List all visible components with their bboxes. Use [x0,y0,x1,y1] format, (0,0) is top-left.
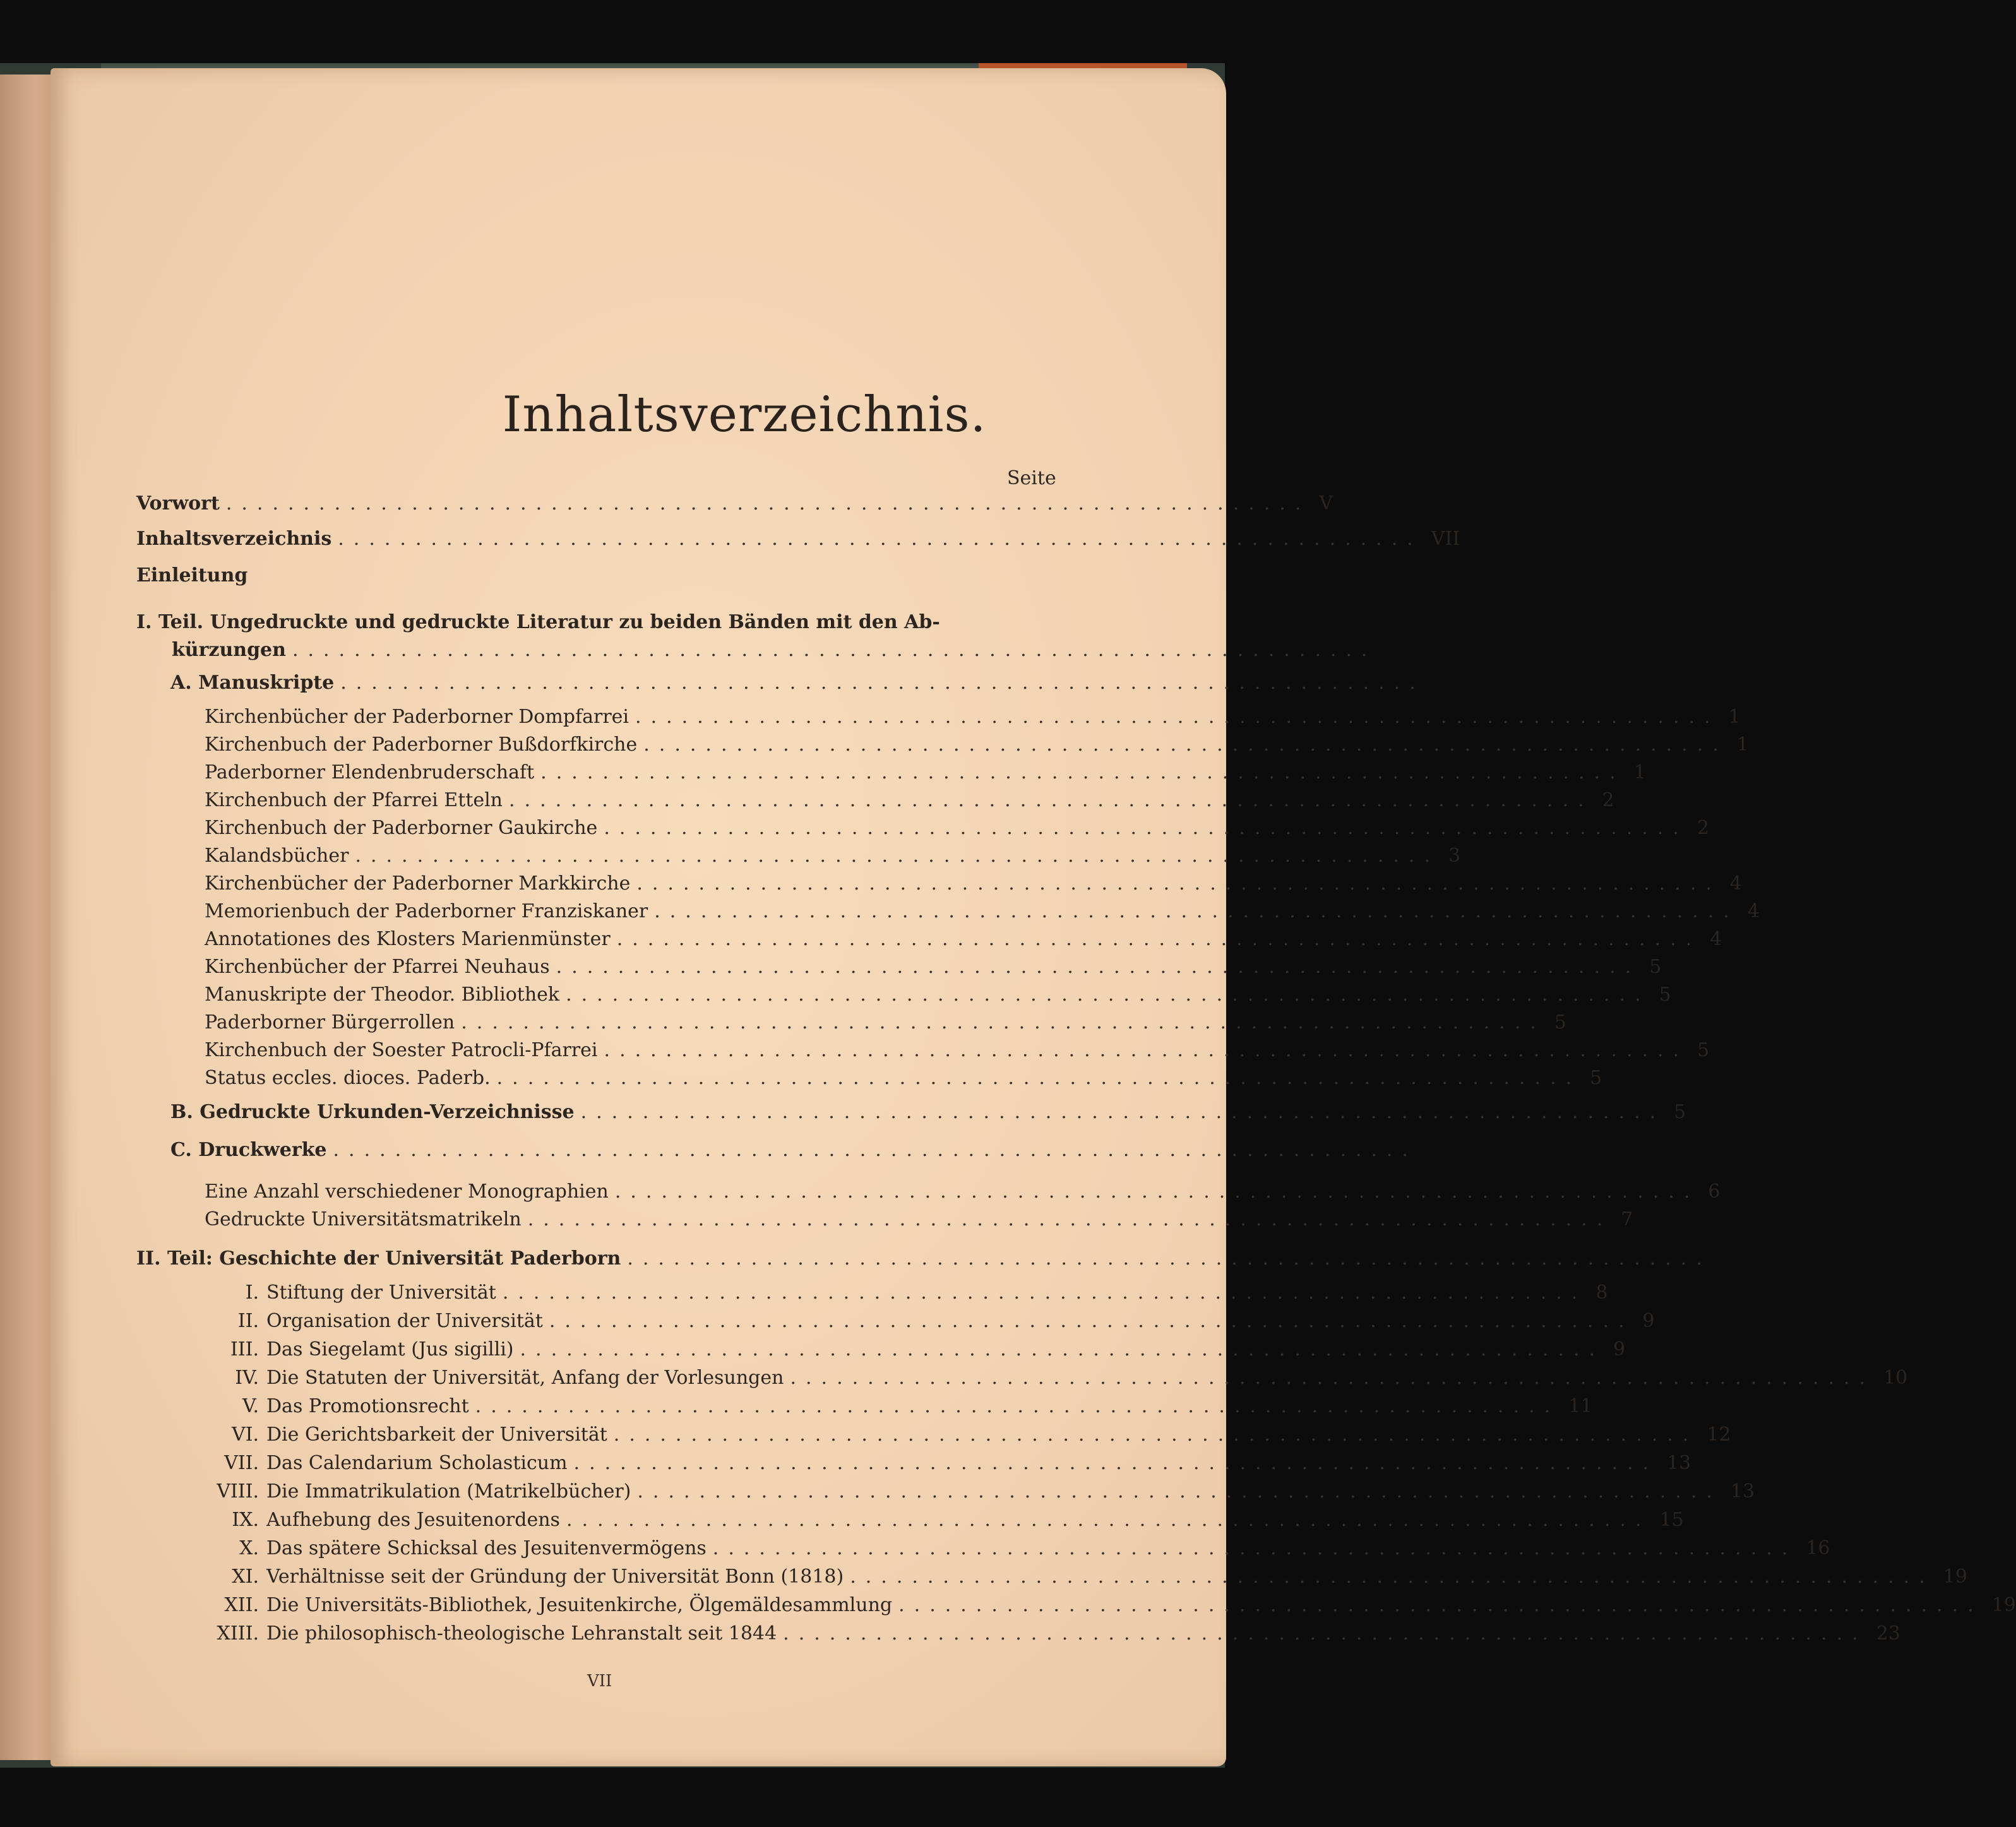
part1-heading-line1 [136,611,1061,638]
toc-page-number: 6 [1708,1181,1721,1203]
leader-dots: ...................................................................... [614,1181,1700,1203]
toc-label: Einleitung [136,564,248,586]
toc-page-number: 4 [1747,900,1760,922]
leader-dots: ...................................................................... [292,639,1377,661]
toc-entry [189,1282,1608,1308]
toc-entry-vorwort [136,492,1333,519]
chapter-title: Verhältnisse seit der Gründung der Universität Bonn (1818) [266,1566,844,1588]
toc-page-number: 2 [1602,789,1614,811]
chapter-title: Das Siegelamt (Jus sigilli) [266,1338,514,1360]
leader-dots: ...................................................................... [461,1011,1546,1033]
leader-dots: ...................................................................... [627,1247,1712,1270]
left-page-edge [0,74,58,1760]
toc-entry [189,1424,1731,1450]
toc-label: Kirchenbücher der Pfarrei Neuhaus [205,956,550,978]
toc-label [189,1480,631,1503]
chapter-title: Die Immatrikulation (Matrikelbücher) [266,1480,631,1503]
toc-label: Gedruckte Universitätsmatrikeln [205,1208,522,1230]
leader-dots: ...................................................................... [613,1424,1698,1446]
toc-entry [205,1067,1602,1093]
toc-entry [189,1395,1593,1422]
part2-heading [136,1247,1712,1274]
leader-dots: ...................................................................... [340,672,1425,694]
toc-label: Inhaltsverzeichnis [136,528,332,550]
toc-entry [205,1181,1721,1207]
toc-page-number: 9 [1613,1338,1626,1360]
page-number-footer: VII [587,1672,612,1691]
toc-entry [189,1367,1908,1393]
toc-page-number: 2 [1697,817,1709,839]
toc-page-number: 4 [1729,872,1742,895]
leader-dots: ...................................................................... [635,706,1720,728]
toc-entry [189,1622,1900,1649]
leader-dots: ...................................................................... [527,1208,1613,1230]
leader-dots: ...................................................................... [509,789,1594,811]
chapter-title: Das Promotionsrecht [266,1395,469,1417]
toc-entry [205,900,1760,927]
leader-dots: ...................................................................... [566,984,1650,1006]
toc-page-number: VII [1431,528,1460,550]
leader-dots: ...................................................................... [643,734,1728,756]
toc-page-number: V [1319,492,1333,515]
toc-entry [205,984,1671,1010]
toc-label: I. Teil. Ungedruckte und gedruckte Literatur zu beiden Bänden mit den Ab- [136,611,940,633]
toc-entry [189,1594,2016,1621]
toc-page-number: 19 [1943,1566,1967,1588]
toc-entry-einleitung [136,564,1061,591]
toc-entry [205,1039,1710,1066]
toc-label [189,1622,777,1645]
toc-entry [205,734,1749,760]
leader-dots: ...................................................................... [556,956,1641,978]
column-header-seite: Seite [1007,467,1056,489]
toc-page-number: 5 [1554,1011,1566,1033]
leader-dots: ...................................................................... [898,1594,1983,1616]
leader-dots: ...................................................................... [475,1395,1560,1417]
toc-page-number: 4 [1710,928,1722,950]
toc-label: Status eccles. dioces. Paderb. [205,1067,491,1089]
toc-page-number: 13 [1667,1452,1691,1474]
chapter-title: Das Calendarium Scholasticum [266,1452,568,1474]
toc-page-number: 5 [1674,1101,1686,1123]
toc-page-number: 16 [1806,1537,1830,1559]
toc-label [189,1310,543,1332]
toc-page-number: 10 [1883,1367,1908,1389]
section-c-heading [170,1139,1418,1165]
chapter-title: Das spätere Schicksal des Jesuitenvermögens [266,1537,707,1559]
chapter-title: Stiftung der Universität [266,1282,496,1304]
section-b-heading [170,1101,1686,1128]
toc-page-number: 19 [1991,1594,2016,1616]
leader-dots: ...................................................................... [604,1039,1689,1061]
chapter-title: Aufhebung des Jesuitenordens [266,1509,560,1531]
leader-dots: ...................................................................... [355,845,1440,867]
leader-dots: ...................................................................... [790,1367,1875,1389]
toc-page-number: 3 [1448,845,1461,867]
toc-entry [189,1452,1691,1479]
page-title: Inhaltsverzeichnis. [502,386,987,443]
toc-entry [205,1208,1633,1235]
toc-entry [189,1338,1626,1365]
leader-dots: ...................................................................... [496,1067,1582,1089]
toc-entry [189,1537,1830,1564]
leader-dots: ...................................................................... [616,928,1702,950]
toc-entry [189,1509,1684,1535]
toc-page-number: 15 [1659,1509,1684,1531]
toc-label: Memorienbuch der Paderborner Franziskaner [205,900,648,922]
toc-label: II. Teil: Geschichte der Universität Paderborn [136,1247,621,1270]
part1-heading-line2 [172,639,1377,665]
chapter-numeral: XII. [224,1594,259,1616]
leader-dots: ...................................................................... [850,1566,1935,1588]
toc-label: C. Druckwerke [170,1139,327,1161]
toc-entry [205,817,1709,843]
toc-page-number: 12 [1707,1424,1731,1446]
toc-entry [205,761,1646,788]
toc-label: Manuskripte der Theodor. Bibliothek [205,984,560,1006]
toc-entry [189,1480,1755,1507]
toc-entry [205,789,1614,816]
toc-page-number: 1 [1736,734,1749,756]
toc-page-number: 11 [1568,1395,1593,1417]
toc-label: Kirchenbuch der Paderborner Gaukirche [205,817,598,839]
toc-entry [205,928,1722,955]
leader-dots: ...................................................................... [502,1282,1587,1304]
chapter-numeral: V. [242,1395,259,1417]
toc-page-number: 5 [1659,984,1671,1006]
toc-label [189,1509,560,1531]
chapter-numeral: VII. [224,1452,259,1474]
chapter-title: Die Statuten der Universität, Anfang der Vorlesungen [266,1367,784,1389]
leader-dots: ...................................................................... [225,492,1311,515]
toc-label [189,1594,892,1616]
leader-dots: ...................................................................... [566,1509,1651,1531]
chapter-numeral: I. [245,1282,259,1304]
toc-entry [189,1310,1655,1336]
chapter-numeral: IV. [235,1367,259,1389]
chapter-numeral: XI. [232,1566,259,1588]
toc-label [189,1367,784,1389]
toc-page-number: 7 [1621,1208,1633,1230]
toc-label: Kalandsbücher [205,845,349,867]
toc-label: A. Manuskripte [170,672,335,694]
toc-label: Kirchenbuch der Pfarrei Etteln [205,789,503,811]
chapter-title: Die philosophisch-theologische Lehranstalt seit 1844 [266,1622,777,1645]
toc-label: Paderborner Bürgerrollen [205,1011,455,1033]
toc-label [189,1338,514,1360]
leader-dots: ...................................................................... [654,900,1739,922]
toc-label: Kirchenbuch der Soester Patrocli-Pfarrei [205,1039,598,1061]
toc-label [189,1424,607,1446]
toc-label: Paderborner Elendenbruderschaft [205,761,535,783]
toc-page-number: 1 [1728,706,1741,728]
section-a-heading [170,672,1425,698]
chapter-numeral: III. [230,1338,259,1360]
toc-entry [189,1566,1967,1592]
leader-dots: ...................................................................... [520,1338,1605,1360]
toc-label [189,1452,568,1474]
toc-label: Kirchenbücher der Paderborner Markkirche [205,872,631,895]
toc-label [189,1566,844,1588]
toc-page-number: 9 [1642,1310,1655,1332]
toc-entry [205,872,1742,899]
toc-label: Vorwort [136,492,220,515]
toc-page-number: 23 [1876,1622,1900,1645]
toc-entry [205,956,1662,982]
chapter-numeral: II. [237,1310,259,1332]
chapter-title: Organisation der Universität [266,1310,543,1332]
chapter-numeral: VI. [231,1424,259,1446]
leader-dots: ...................................................................... [783,1622,1868,1645]
chapter-title: Die Gerichtsbarkeit der Universität [266,1424,607,1446]
leader-dots: ...................................................................... [580,1101,1666,1123]
toc-label: Kirchenbücher der Paderborner Dompfarrei [205,706,629,728]
toc-label: Kirchenbuch der Paderborner Bußdorfkirche [205,734,638,756]
toc-label [189,1282,496,1304]
toc-page-number: 1 [1633,761,1646,783]
toc-label: Eine Anzahl verschiedener Monographien [205,1181,609,1203]
leader-dots: ...................................................................... [573,1452,1659,1474]
toc-page-number: 5 [1649,956,1662,978]
leader-dots: ...................................................................... [604,817,1688,839]
leader-dots: ...................................................................... [712,1537,1798,1559]
leader-dots: ...................................................................... [540,761,1625,783]
chapter-title: Die Universitäts-Bibliothek, Jesuitenkirche, Ölgemäldesammlung [266,1594,893,1616]
leader-dots: ...................................................................... [549,1310,1634,1332]
leader-dots: ...................................................................... [637,1480,1722,1503]
toc-label: Annotationes des Klosters Marienmünster [205,928,611,950]
leader-dots: ...................................................................... [636,872,1721,895]
toc-page-number: 5 [1697,1039,1710,1061]
toc-label: kürzungen [172,639,286,661]
leader-dots: ...................................................................... [333,1139,1418,1161]
toc-label [189,1537,707,1559]
toc-label [189,1395,469,1417]
toc-entry [205,706,1741,732]
toc-entry [205,1011,1566,1038]
toc-entry-inhaltsverzeichnis [136,528,1460,554]
chapter-numeral: VIII. [217,1480,259,1503]
toc-page-number: 5 [1590,1067,1602,1089]
toc-entry [205,845,1461,871]
chapter-numeral: X. [239,1537,259,1559]
chapter-numeral: XIII. [217,1622,259,1645]
toc-label: B. Gedruckte Urkunden-Verzeichnisse [170,1101,575,1123]
toc-page-number: 8 [1596,1282,1608,1304]
leader-dots: ...................................................................... [338,528,1423,550]
toc-page-number: 13 [1730,1480,1755,1503]
chapter-numeral: IX. [232,1509,259,1531]
